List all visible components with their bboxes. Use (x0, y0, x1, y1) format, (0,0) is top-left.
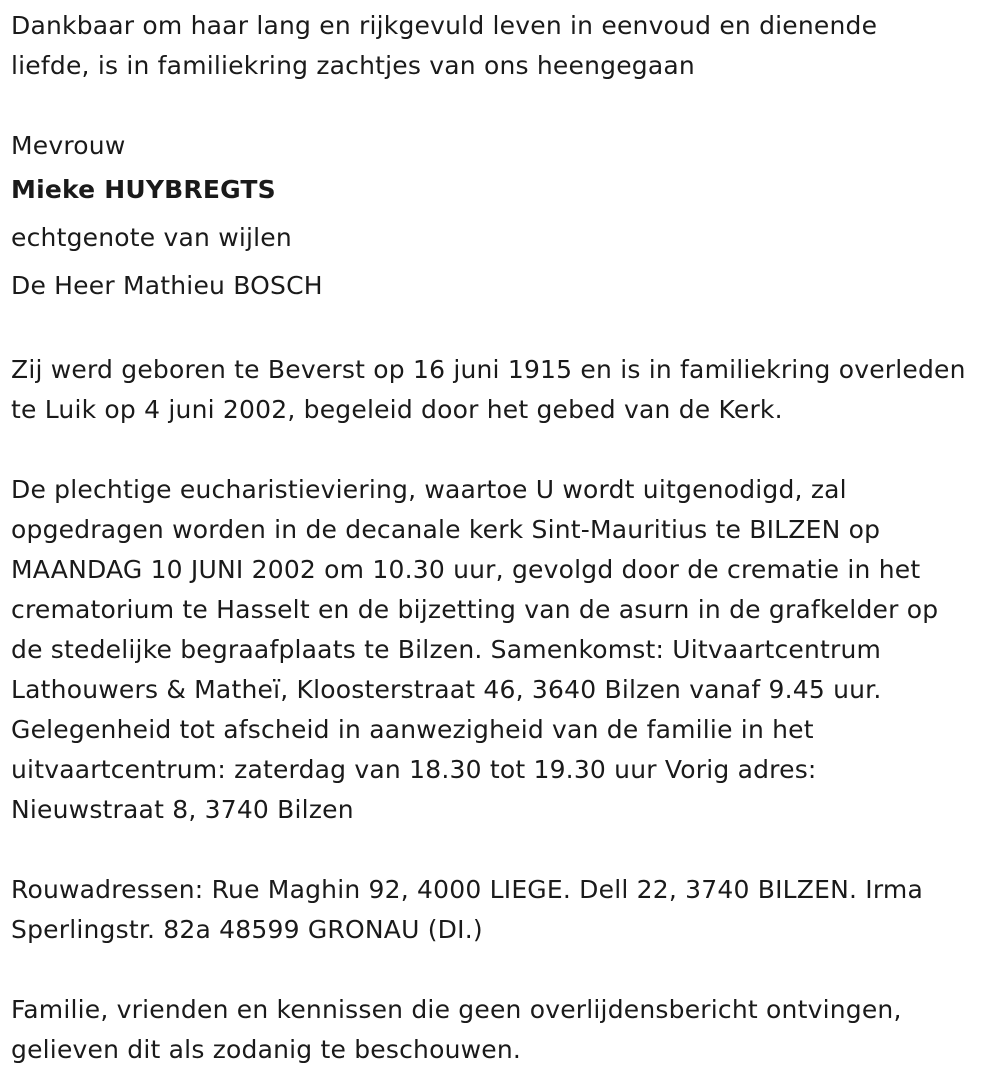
ceremony-line: Gelegenheid tot afscheid in aanwezigheid van de familie in het (11, 715, 814, 744)
salutation: Mevrouw (11, 131, 126, 160)
ceremony-line: de stedelijke begraafplaats te Bilzen. Samenkomst: Uitvaartcentrum (11, 635, 882, 664)
ceremony-line: Lathouwers & Matheï, Kloosterstraat 46, 3640 Bilzen vanaf 9.45 uur. (11, 675, 882, 704)
paragraph-gap (11, 86, 996, 126)
birth-death-line: te Luik op 4 juni 2002, begeleid door het gebed van de Kerk. (11, 395, 783, 424)
address-line: Sperlingstr. 82a 48599 GRONAU (DI.) (11, 915, 483, 944)
intro-line: liefde, is in familiekring zachtjes van ons heengegaan (11, 51, 695, 80)
paragraph-gap (11, 430, 996, 470)
closing-line: gelieven dit als zodanig te beschouwen. (11, 1035, 522, 1064)
closing-line: Familie, vrienden en kennissen die geen overlijdensbericht ontvingen, (11, 995, 902, 1024)
intro-paragraph (11, 6, 996, 86)
deceased-block (11, 126, 996, 310)
paragraph-gap (11, 310, 996, 350)
ceremony-line: opgedragen worden in de decanale kerk Sint-Mauritius te BILZEN op (11, 515, 881, 544)
closing-paragraph (11, 990, 996, 1070)
ceremony-line: De plechtige eucharistieviering, waartoe U wordt uitgenodigd, zal (11, 475, 847, 504)
paragraph-gap (11, 950, 996, 990)
birth-death-line: Zij werd geboren te Beverst op 16 juni 1915 en is in familiekring overleden (11, 355, 966, 384)
obituary-notice (11, 6, 996, 1070)
spouse-name: De Heer Mathieu BOSCH (11, 271, 323, 300)
ceremony-line: MAANDAG 10 JUNI 2002 om 10.30 uur, gevolgd door de crematie in het (11, 555, 921, 584)
relation-text: echtgenote van wijlen (11, 223, 292, 252)
birth-death-paragraph (11, 350, 996, 430)
address-line: Rouwadressen: Rue Maghin 92, 4000 LIEGE. Dell 22, 3740 BILZEN. Irma (11, 875, 923, 904)
deceased-name: Mieke HUYBREGTS (11, 175, 276, 204)
ceremony-paragraph (11, 470, 996, 830)
addresses-paragraph (11, 870, 996, 950)
paragraph-gap (11, 830, 996, 870)
intro-line: Dankbaar om haar lang en rijkgevuld leven in eenvoud en dienende (11, 11, 878, 40)
ceremony-line: Nieuwstraat 8, 3740 Bilzen (11, 795, 354, 824)
ceremony-line: crematorium te Hasselt en de bijzetting van de asurn in de grafkelder op (11, 595, 939, 624)
ceremony-line: uitvaartcentrum: zaterdag van 18.30 tot 19.30 uur Vorig adres: (11, 755, 817, 784)
